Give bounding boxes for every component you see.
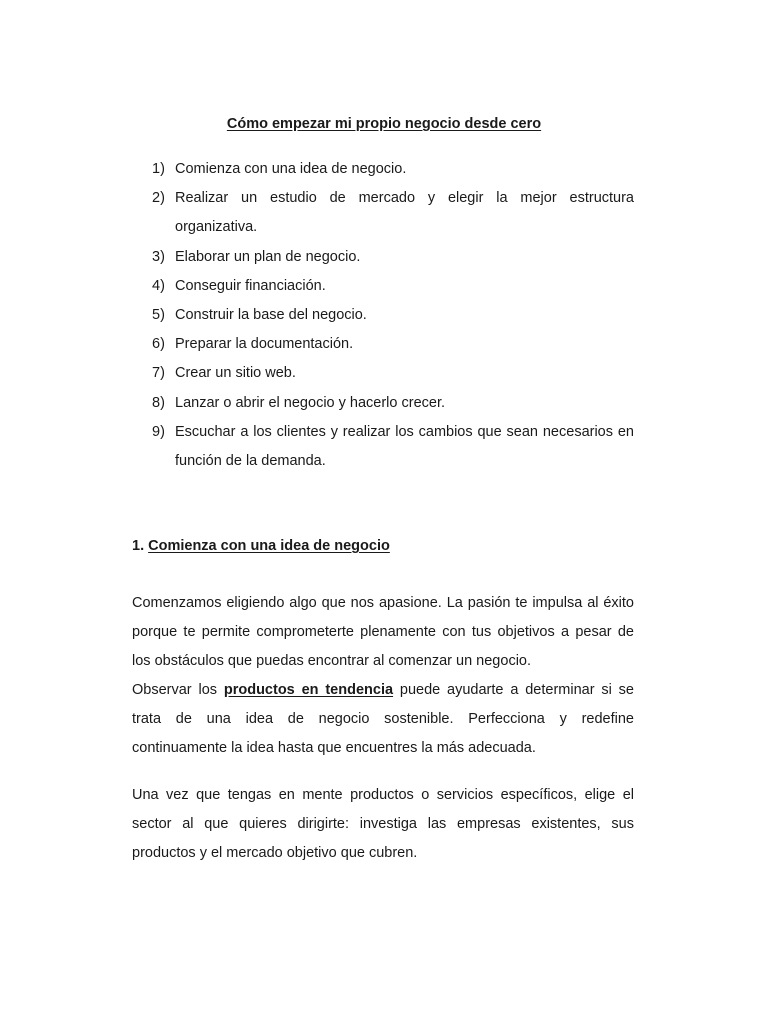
steps-list [152,155,634,476]
list-item [152,389,634,418]
list-item-text: Crear un sitio web. [175,365,296,382]
paragraph-text: puede ayudarte a determinar si se trata de una idea de negocio sostenible. Perfecciona y redefine continuamente la idea hasta que encuentres la más adecuada. [132,682,634,757]
list-item-number: 7) [152,365,165,382]
list-item-text: Realizar un estudio de mercado y elegir la mejor estructura organizativa. [175,190,634,236]
list-item-number: 9) [152,423,165,440]
paragraph: Comenzamos eligiendo algo que nos apasione. La pasión te impulsa al éxito porque te permite comprometerte plenamente con tus objetivos a pesar de los obstáculos que puedas encontrar al comenzar un negocio. [132,595,634,670]
list-item [152,418,634,476]
list-item [152,155,634,184]
list-item-text: Lanzar o abrir el negocio y hacerlo crecer. [175,394,446,411]
list-item [152,359,634,388]
paragraph-text: Observar los [132,682,224,698]
list-item [152,243,634,272]
list-item-number: 5) [152,307,165,324]
section-heading-text: Comienza con una idea de negocio [148,538,390,554]
list-item-text: Preparar la documentación. [175,336,354,353]
list-item [152,184,634,242]
list-item-number: 2) [152,190,165,207]
list-item-number: 8) [152,394,165,411]
section-heading [132,536,390,556]
list-item [152,330,634,359]
list-item [152,301,634,330]
list-item [152,272,634,301]
list-item-text: Escuchar a los clientes y realizar los cambios que sean necesarios en función de la demanda. [175,423,634,470]
document-title-text: Cómo empezar mi propio negocio desde cero [226,116,542,132]
list-item-text: Elaborar un plan de negocio. [175,248,361,265]
list-item-text: Construir la base del negocio. [175,307,367,324]
section-number: 1. [132,538,145,554]
trending-products-link[interactable]: productos en tendencia [223,682,394,698]
list-item-text: Conseguir financiación. [175,277,326,294]
document-title [0,114,768,134]
list-item-number: 1) [152,161,165,177]
paragraph: Una vez que tengas en mente productos o servicios específicos, elige el sector al que quieres dirigirte: investiga las empresas existentes, sus productos y el mercado objetivo que cubren. [132,787,634,862]
list-item-number: 3) [152,248,165,265]
paragraph [132,676,634,764]
list-item-number: 6) [152,336,165,353]
list-item-text: Comienza con una idea de negocio. [175,161,407,177]
list-item-number: 4) [152,277,165,294]
